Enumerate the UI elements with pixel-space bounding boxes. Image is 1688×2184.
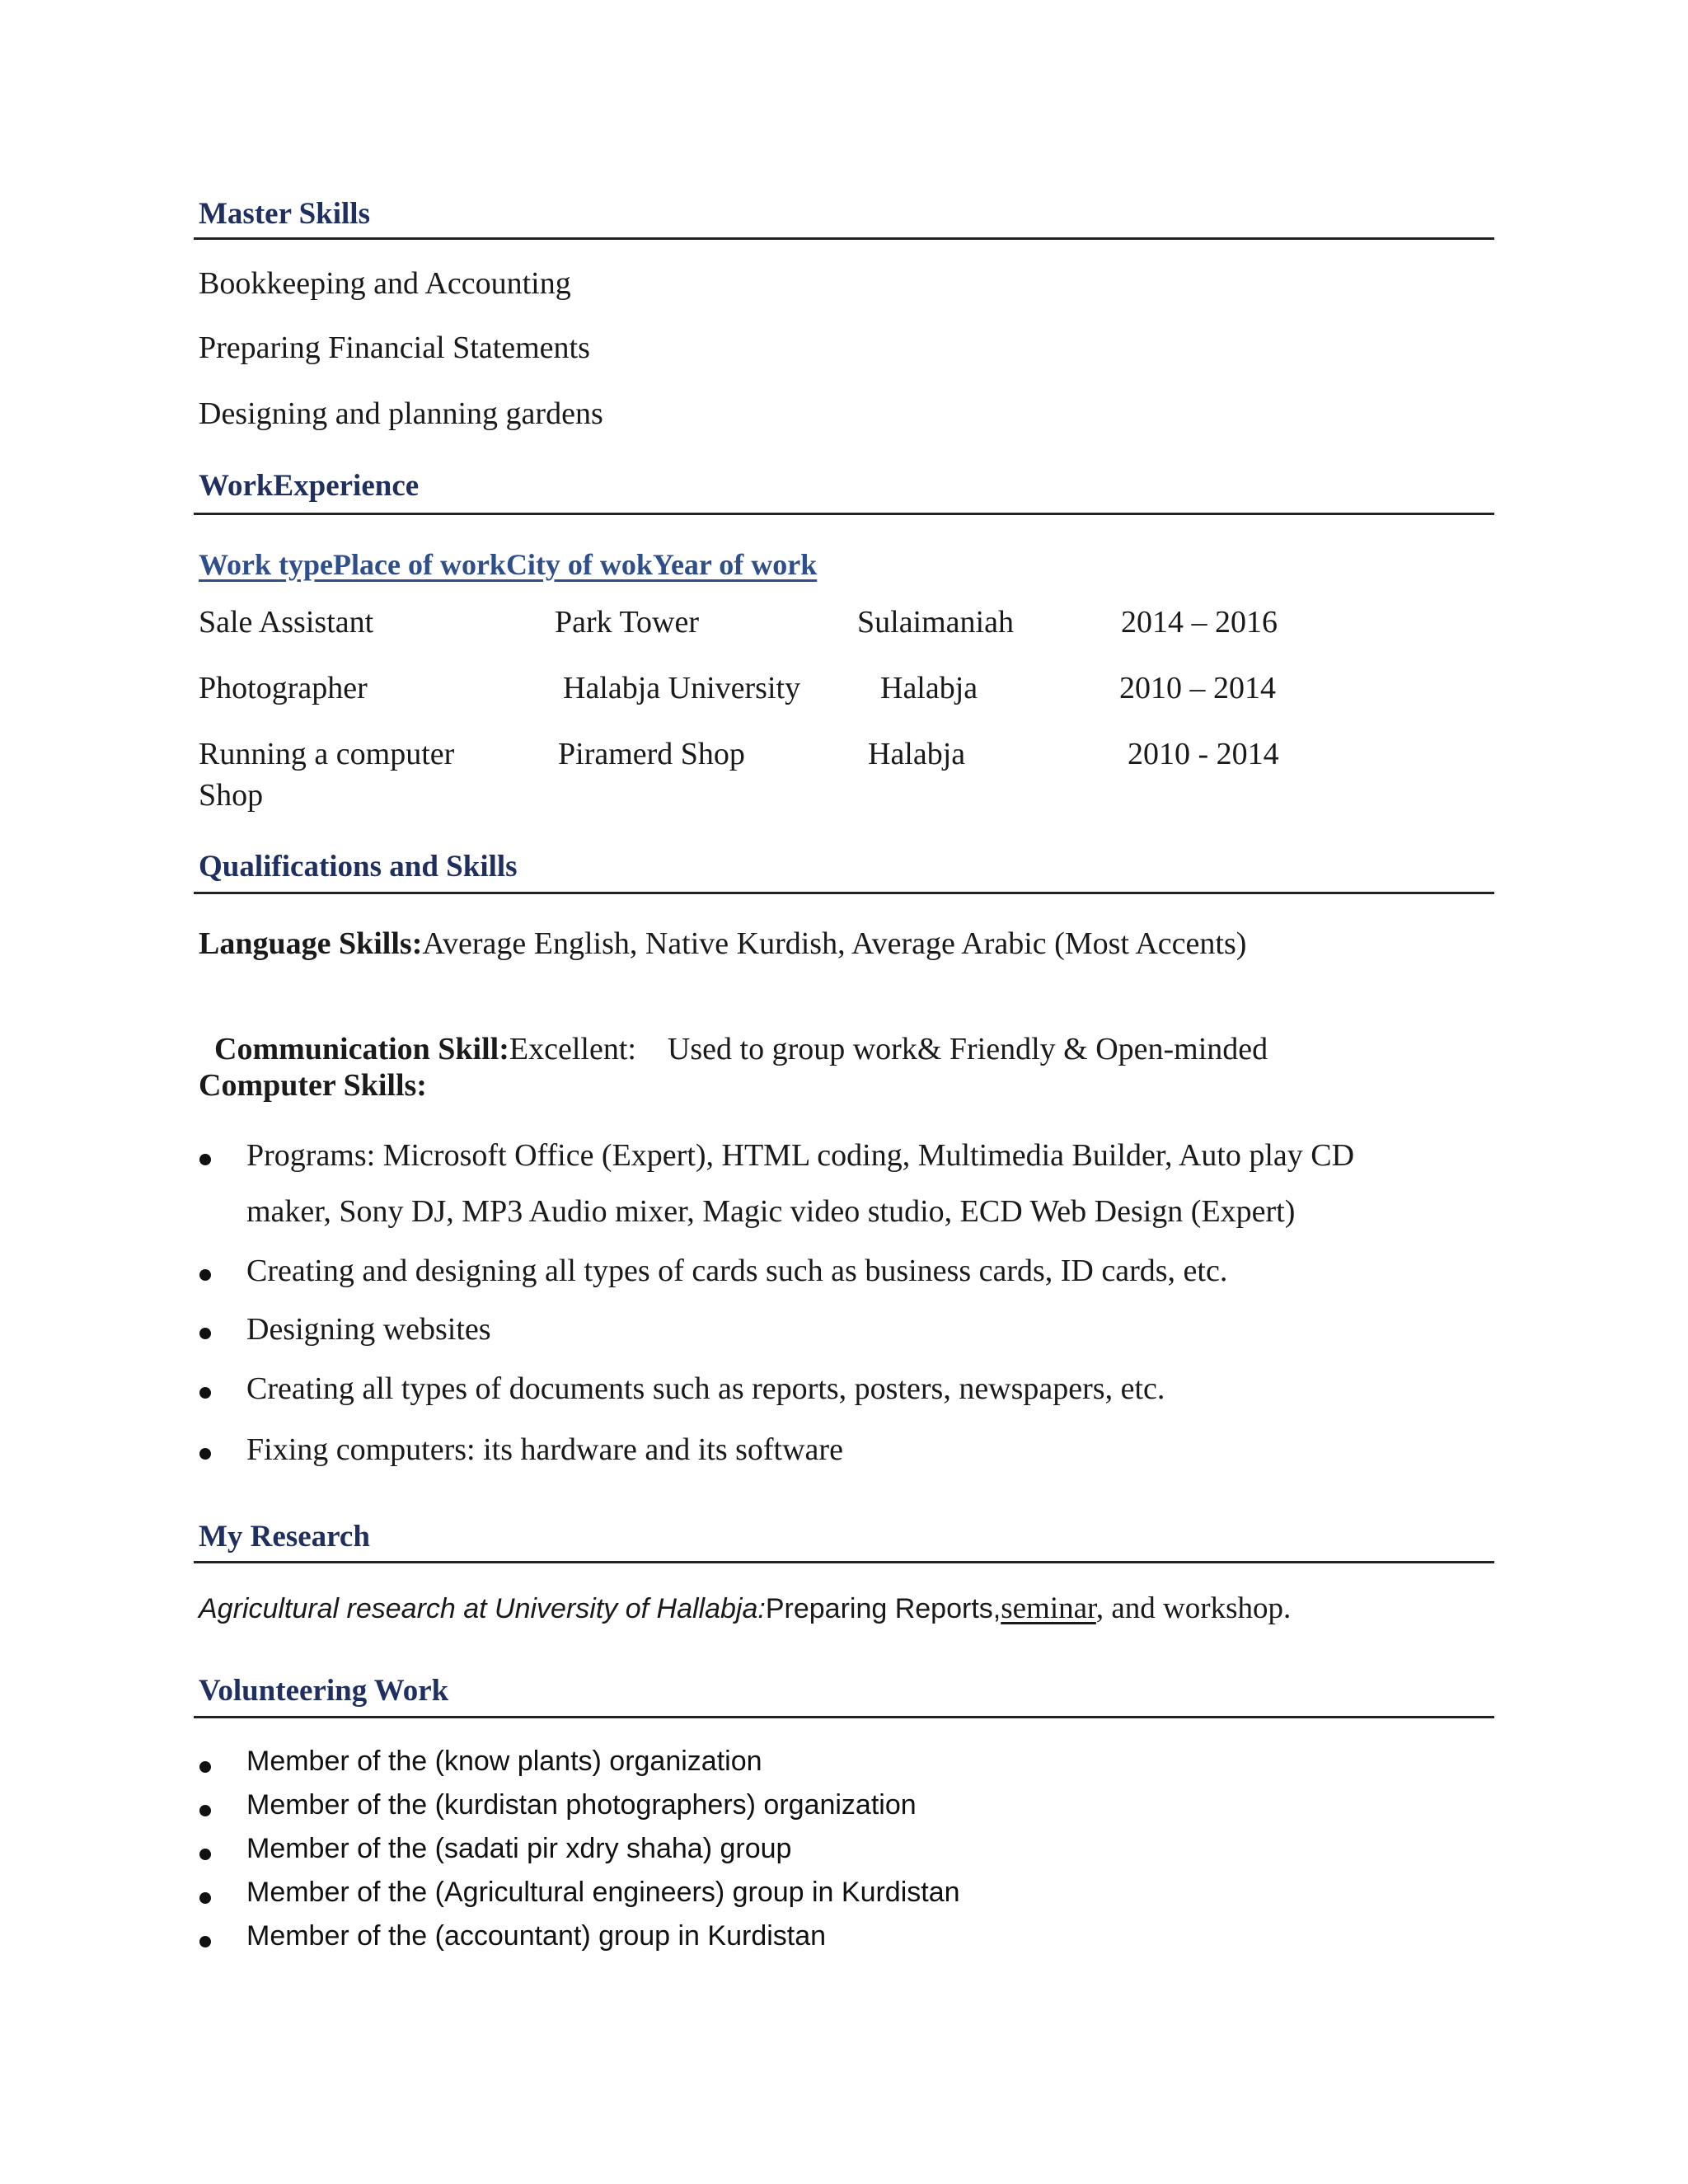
work-place: Piramerd Shop: [558, 737, 745, 771]
research-seminar: seminar: [1001, 1591, 1096, 1625]
bullet-icon: [199, 1936, 211, 1947]
computer-skill-item: Designing websites: [246, 1312, 491, 1347]
work-city: Halabja: [868, 737, 966, 771]
bullet-icon: [199, 1761, 211, 1773]
volunteer-item: Member of the (kurdistan photographers) organization: [246, 1789, 917, 1821]
work-city: Sulaimaniah: [857, 605, 1014, 640]
section-divider: [194, 1716, 1494, 1718]
bullet-icon: [199, 1269, 211, 1281]
computer-skill-item: Programs: Microsoft Office (Expert), HTML coding, Multimedia Builder, Auto play CD: [246, 1138, 1355, 1173]
work-type-continued: Shop: [199, 778, 264, 813]
section-divider: [194, 892, 1494, 894]
volunteer-item: Member of the (sadati pir xdry shaha) group: [246, 1833, 792, 1864]
bullet-icon: [199, 1154, 211, 1165]
work-place: Park Tower: [555, 605, 699, 640]
section-heading-research: My Research: [199, 1520, 370, 1554]
work-city: Halabja: [880, 671, 978, 705]
work-place: Halabja University: [563, 671, 801, 705]
bullet-icon: [199, 1805, 211, 1816]
computer-skill-item: Fixing computers: its hardware and its software: [246, 1432, 843, 1467]
section-divider: [194, 513, 1494, 515]
bullet-icon: [199, 1892, 211, 1904]
bullet-icon: [199, 1328, 211, 1339]
language-skills-value: Average English, Native Kurdish, Average Arabic (Most Accents): [422, 926, 1247, 961]
section-divider: [194, 1561, 1494, 1563]
research-line: [199, 1591, 1291, 1626]
language-skills-label: Language Skills:: [199, 926, 423, 961]
bullet-icon: [199, 1387, 211, 1399]
communication-skill-line: [199, 995, 1268, 1067]
work-type: Running a computer: [199, 737, 455, 771]
research-detail: Preparing Reports,: [765, 1593, 1001, 1624]
communication-skill-value: Excellent: Used to group work& Friendly & Open-minded: [509, 1032, 1268, 1066]
section-heading-volunteering: Volunteering Work: [199, 1674, 449, 1708]
section-heading-work-experience: WorkExperience: [199, 469, 420, 503]
volunteer-item: Member of the (accountant) group in Kurdistan: [246, 1920, 827, 1952]
communication-skill-label: Communication Skill:: [214, 1032, 509, 1066]
skill-item: Bookkeeping and Accounting: [199, 266, 571, 301]
research-tail: , and workshop.: [1095, 1591, 1292, 1625]
work-type: Photographer: [199, 671, 368, 705]
section-divider: [194, 237, 1494, 240]
skill-item: Preparing Financial Statements: [199, 330, 590, 365]
computer-skill-item: Creating and designing all types of cards such as business cards, ID cards, etc.: [246, 1254, 1228, 1288]
volunteer-item: Member of the (know plants) organization: [246, 1746, 762, 1777]
section-heading-master-skills: Master Skills: [199, 197, 370, 231]
volunteer-item: Member of the (Agricultural engineers) group in Kurdistan: [246, 1877, 960, 1908]
language-skills-line: [199, 926, 1246, 962]
computer-skills-label: Computer Skills:: [199, 1068, 427, 1103]
bullet-icon: [199, 1849, 211, 1860]
computer-skill-item-continued: maker, Sony DJ, MP3 Audio mixer, Magic video studio, ECD Web Design (Expert): [246, 1194, 1296, 1229]
computer-skill-item: Creating all types of documents such as reports, posters, newspapers, etc.: [246, 1371, 1165, 1406]
skill-item: Designing and planning gardens: [199, 396, 603, 431]
bullet-icon: [199, 1448, 211, 1460]
work-years: 2010 - 2014: [1128, 737, 1279, 771]
section-heading-qualifications: Qualifications and Skills: [199, 850, 518, 883]
work-years: 2014 – 2016: [1121, 605, 1278, 640]
work-columns-label: Work typePlace of workCity of wokYear of work: [199, 548, 818, 581]
work-years: 2010 – 2014: [1119, 671, 1276, 705]
work-type: Sale Assistant: [199, 605, 374, 640]
research-title: Agricultural research at University of Hallabja:: [199, 1593, 766, 1624]
